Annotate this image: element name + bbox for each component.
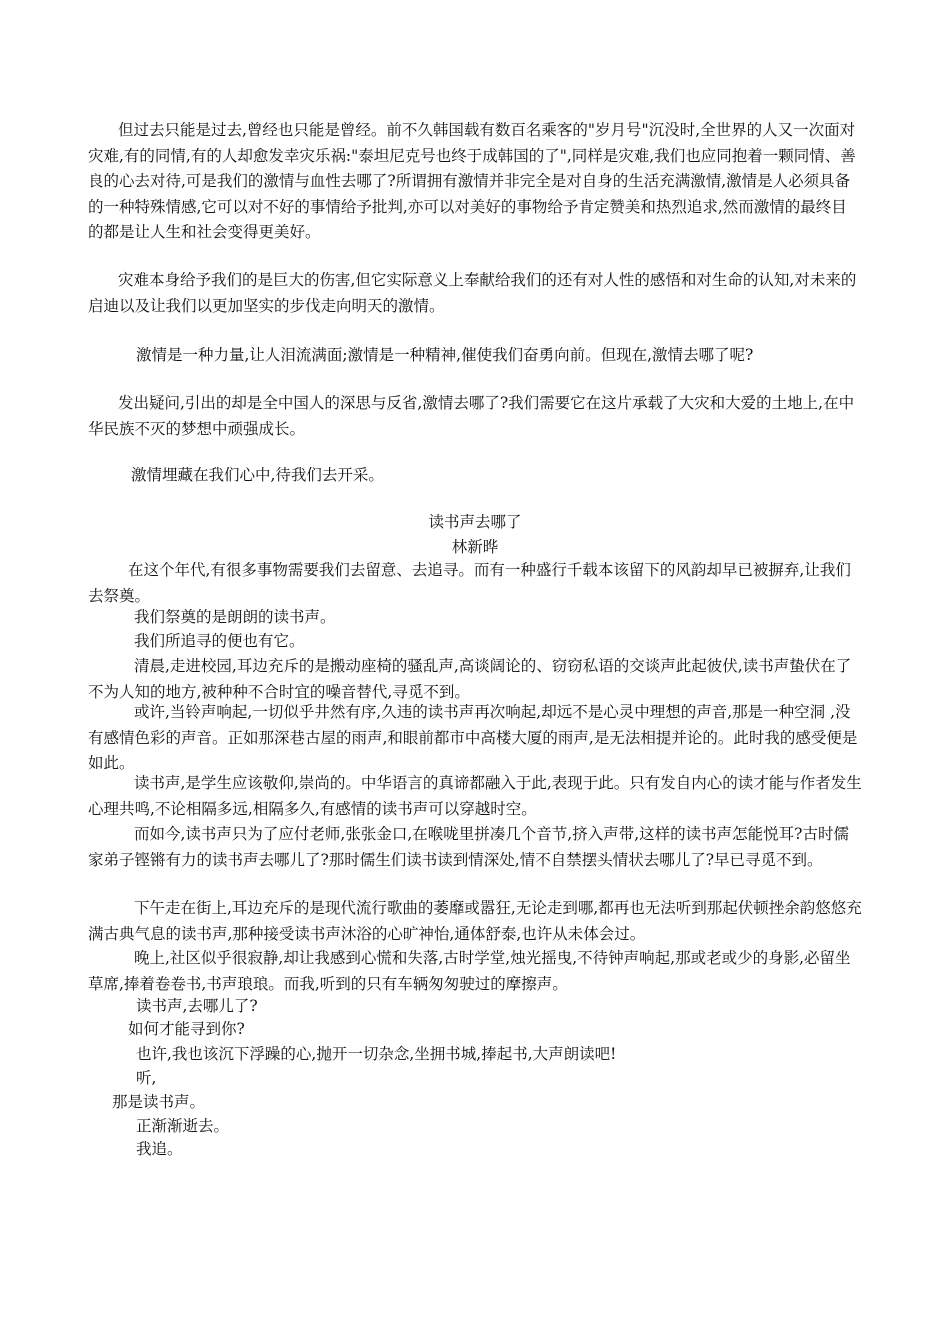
essay-paragraph-afternoon: 下午走在街上,耳边充斥的是现代流行歌曲的萎靡或嚣狂,无论走到哪,都再也无法听到那起伏顿挫余韵悠悠充满古典气息的读书声,那种接受读书声沐浴的心旷神怡,通体舒泰,也许从未体会过。 — [88, 899, 862, 943]
essay-line-where: 读书声,去哪儿了? — [136, 997, 258, 1015]
essay-line-perhaps: 也许,我也该沉下浮躁的心,抛开一切杂念,坐拥书城,捧起书,大声朗读吧! — [136, 1045, 617, 1063]
essay-paragraph-pursue: 我们所追寻的便也有它。 — [134, 632, 305, 650]
essay-paragraph-intro: 在这个年代,有很多事物需要我们去留意、去追寻。而有一种盛行千载本该留下的风韵却早已被摒弃,让我们去祭奠。 — [88, 561, 851, 605]
essay-line-how: 如何才能寻到你? — [128, 1020, 245, 1038]
paragraph-passion-buried: 激情埋藏在我们心中,待我们去开采。 — [131, 466, 384, 484]
essay-line-listen: 听, — [136, 1069, 157, 1087]
essay-title: 读书声去哪了 — [428, 513, 522, 531]
essay-author: 林新晔 — [451, 538, 499, 556]
essay-paragraph-reverence: 读书声,是学生应该敬仰,崇尚的。中华语言的真谛都融入于此,表现于此。只有发自内心的读才能与作者发生心理共鸣,不论相隔多远,相隔多久,有感情的读书声可以穿越时空。 — [88, 774, 862, 818]
paragraph-disaster-meaning: 灾难本身给予我们的是巨大的伤害,但它实际意义上奉献给我们的还有对人性的感悟和对生命的认知,对未来的启迪以及让我们以更加坚实的步伐走向明天的激情。 — [88, 271, 857, 315]
essay-paragraph-evening: 晚上,社区似乎很寂静,却让我感到心慌和失落,古时学堂,烛光摇曳,不待钟声响起,那或老或少的身影,必留坐草席,捧着卷卷书,书声琅琅。而我,听到的只有车辆匆匆驶过的摩擦声。 — [88, 949, 851, 993]
essay-line-that-is: 那是读书声。 — [112, 1093, 206, 1111]
paragraph-disaster-compassion: 但过去只能是过去,曾经也只能是曾经。前不久韩国载有数百名乘客的"岁月号"沉没时,全世界的人又一次面对灾难,有的同情,有的人却愈发幸灾乐祸:"泰坦尼克号也终于成韩国的了",同样是灾难,我们也应同抱着一颗同情、善良的心去对待,可是我们的激情与血性去哪了?所谓拥有激情并非完全是对自身的生活充满激情,激情是人必须具备的一种特殊情感,它可以对不好的事情给予批判,亦可以对美好的事物给予肯定赞美和热烈追求,然而激情的最终目的都是让人生和社会变得更美好。 — [88, 121, 856, 241]
paragraph-question: 发出疑问,引出的却是全中国人的深思与反省,激情去哪了?我们需要它在这片承载了大灾和大爱的土地上,在中华民族不灭的梦想中顽强成长。 — [88, 394, 855, 438]
essay-paragraph-bell: 或许,当铃声响起,一切似乎井然有序,久违的读书声再次响起,却远不是心灵中理想的声音,那是一种空洞 ,没有感情色彩的声音。正如那深巷古屋的雨声,和眼前都市中高楼大厦的雨声,是无法相提并论的。此时我的感受便是如此。 — [88, 703, 858, 772]
paragraph-passion-power: 激情是一种力量,让人泪流满面;激情是一种精神,催使我们奋勇向前。但现在,激情去哪了呢? — [136, 346, 754, 364]
essay-paragraph-nowadays: 而如今,读书声只为了应付老师,张张金口,在喉咙里拼凑几个音节,挤入声带,这样的读书声怎能悦耳?古时儒家弟子铿锵有力的读书声去哪儿了?那时儒生们读书读到情深处,情不自禁摆头情状去哪儿了?早已寻觅不到。 — [88, 825, 849, 869]
essay-paragraph-morning: 清晨,走进校园,耳边充斥的是搬动座椅的骚乱声,高谈阔论的、窃窃私语的交谈声此起彼伏,读书声蛰伏在了不为人知的地方,被种种不合时宜的噪音替代,寻觅不到。 — [88, 657, 852, 701]
essay-paragraph-mourn: 我们祭奠的是朗朗的读书声。 — [134, 608, 336, 626]
essay-line-chase: 我追。 — [136, 1140, 183, 1158]
essay-line-fading: 正渐渐逝去。 — [136, 1117, 230, 1135]
